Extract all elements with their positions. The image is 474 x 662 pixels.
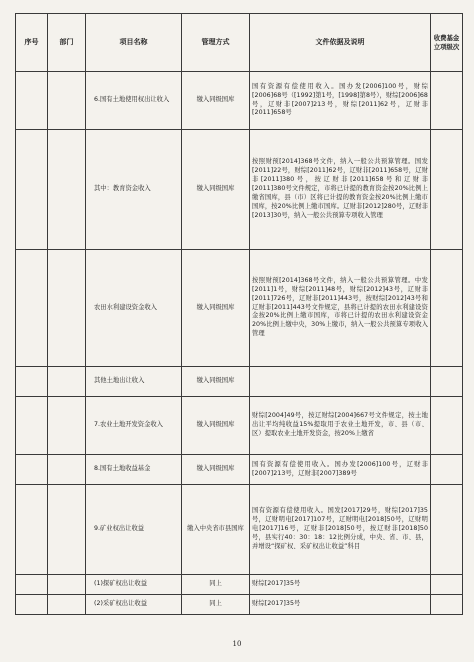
table-row <box>16 367 463 397</box>
header-mgmt: 管理方式 <box>182 14 250 72</box>
cell-basis: 财综[2017]35号 <box>250 575 431 595</box>
cell-mgmt: 缴入同级国库 <box>182 367 250 397</box>
table-row <box>16 595 463 615</box>
cell-dept <box>48 130 86 250</box>
header-seq: 序号 <box>16 14 48 72</box>
fee-table <box>15 13 463 615</box>
table-row <box>16 575 463 595</box>
cell-seq <box>16 455 48 485</box>
cell-name: 其他土地出让收入 <box>86 367 182 397</box>
cell-mgmt: 缴入同级国库 <box>182 455 250 485</box>
cell-basis: 按照财预[2014]368号文件，纳入一般公共预算管理。中发[2011]1号，财综[2011]48号，财综[2012]43号，辽财非[2011]726号，辽财非[2011]443号，按财综[2012]43号和辽财非[2011]443号文件规定，县将已计提的农田水利建设资金按20%比例上缴市国库，市将已计提的农田水利建设资金20%比例上缴中央，30%上缴市，纳入一般公共预算专项收入管理 <box>250 250 431 367</box>
cell-level <box>431 397 463 455</box>
cell-basis <box>250 367 431 397</box>
cell-name: (1)探矿权出让收益 <box>86 575 182 595</box>
cell-basis: 财综[2004]49号，按辽财综[2004]667号文件规定，按土地出让平均纯收益15%提取用于农业土地开发，市、县（市、区）提取农业土地开发资金，按20%上缴省 <box>250 397 431 455</box>
cell-name: 9.矿业权出让收益 <box>86 485 182 575</box>
cell-dept <box>48 397 86 455</box>
header-name: 项目名称 <box>86 14 182 72</box>
cell-level <box>431 367 463 397</box>
cell-name: (2)采矿权出让收益 <box>86 595 182 615</box>
cell-dept <box>48 72 86 130</box>
cell-mgmt: 缴入同级国库 <box>182 130 250 250</box>
page-number: 10 <box>232 640 242 648</box>
cell-dept <box>48 367 86 397</box>
header-basis: 文件依据及说明 <box>250 14 431 72</box>
cell-seq <box>16 130 48 250</box>
cell-level <box>431 485 463 575</box>
cell-mgmt: 缴入同级国库 <box>182 397 250 455</box>
cell-level <box>431 455 463 485</box>
cell-basis: 按照财预[2014]368号文件，纳入一般公共预算管理。国发[2011]22号，财综[2011]62号，辽财非[2011]658号，辽财非[2011]380号，按辽财非[2011]658号和辽财非[2011]380号文件规定，市将已计提的教育资金按20%比例上缴省国库，县（市）区将已计提的教育资金按20%比例上缴市国库，按20%比例上缴市国库。辽财非[2012]280号，辽财非[2013]30号，纳入一般公共预算专项收入管理 <box>250 130 431 250</box>
cell-mgmt: 缴入同级国库 <box>182 250 250 367</box>
cell-seq <box>16 250 48 367</box>
cell-seq <box>16 397 48 455</box>
cell-dept <box>48 485 86 575</box>
cell-level <box>431 130 463 250</box>
cell-basis: 国有资源有偿使用收入。国发[2017]29号，财综[2017]35号，辽财明电[2017]107号，辽财明电[2018]50号，辽财明电[2017]16号，辽财非[2018]50号，按辽财非[2018]50号，县实行40：30：18：12比例分成，中央、省、市、县，并增设“探矿权、采矿权出让收益”科目 <box>250 485 431 575</box>
table-row <box>16 485 463 575</box>
table-row <box>16 455 463 485</box>
cell-seq <box>16 595 48 615</box>
table-row <box>16 397 463 455</box>
header-level: 收费基金立项级次 <box>431 14 463 72</box>
cell-name: 6.国有土地使用权出让收入 <box>86 72 182 130</box>
cell-level <box>431 575 463 595</box>
header-dept: 部门 <box>48 14 86 72</box>
table-row <box>16 72 463 130</box>
cell-level <box>431 250 463 367</box>
cell-level <box>431 72 463 130</box>
cell-name: 农田水利建设资金收入 <box>86 250 182 367</box>
cell-dept <box>48 595 86 615</box>
cell-mgmt: 同上 <box>182 575 250 595</box>
cell-basis: 财综[2017]35号 <box>250 595 431 615</box>
cell-basis: 国有资源有偿使用收入。国办发[2006]100号，辽财非[2007]213号，辽财非[2007]389号 <box>250 455 431 485</box>
cell-name: 其中：教育资金收入 <box>86 130 182 250</box>
table-row <box>16 130 463 250</box>
cell-level <box>431 595 463 615</box>
cell-name: 8.国有土地收益基金 <box>86 455 182 485</box>
cell-basis: 国有资源有偿使用收入。国办发[2006]100号，财综[2006]68号（[1992]第1号，[1998]第8号），财综[2006]68号，辽财非[2007]213号，财综[2011]62号，辽财非[2011]658号 <box>250 72 431 130</box>
cell-seq <box>16 575 48 595</box>
cell-mgmt: 同上 <box>182 595 250 615</box>
cell-dept <box>48 250 86 367</box>
cell-mgmt: 缴入同级国库 <box>182 72 250 130</box>
cell-seq <box>16 485 48 575</box>
cell-name: 7.农业土地开发资金收入 <box>86 397 182 455</box>
cell-mgmt: 缴入中央省市县国库 <box>182 485 250 575</box>
table-row <box>16 250 463 367</box>
cell-dept <box>48 455 86 485</box>
cell-seq <box>16 72 48 130</box>
table-header-row <box>16 14 463 72</box>
cell-dept <box>48 575 86 595</box>
cell-seq <box>16 367 48 397</box>
